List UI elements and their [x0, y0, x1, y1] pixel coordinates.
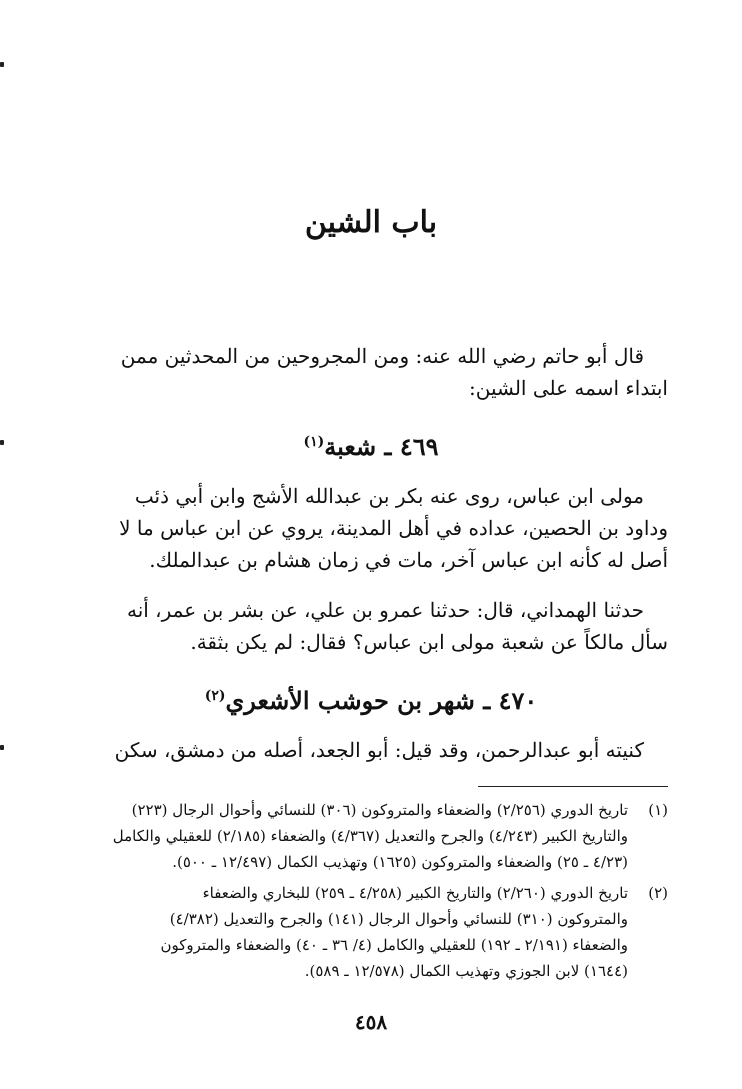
- footnote-ref-2: (٢): [204, 688, 226, 704]
- footnote-line: تاريخ الدوري (٢/٢٦٠) والتاريخ الكبير (٤/٢٥٨ ـ ٢٥٩) للبخاري والضعفاء: [202, 884, 628, 902]
- margin-mark: [0, 745, 4, 750]
- footnote-1: [74, 797, 668, 875]
- footnote-line: تاريخ الدوري (٢/٢٥٦) والضعفاء والمتروكون (٣٠٦) للنسائي وأحوال الرجال (٢٢٣): [131, 801, 628, 819]
- chapter-title: باب الشين: [304, 205, 438, 240]
- text-line: سأل مالكاً عن شعبة مولى ابن عباس؟ فقال: لم يكن بثقة.: [190, 630, 668, 654]
- entry-470-title: ٤٧٠ ـ شهر بن حوشب الأشعري: [225, 686, 538, 715]
- entry-470-paragraph-1: [74, 734, 668, 766]
- entry-469-title: ٤٦٩ ـ شعبة: [324, 432, 439, 461]
- margin-mark: [0, 62, 4, 67]
- entry-469-heading: [0, 432, 742, 461]
- entry-469-paragraph-2: [74, 594, 668, 658]
- footnote-line: (٤/٢٣ ـ ٢٥) والضعفاء والمتروكون (١٦٢٥) وتهذيب الكمال (١٢/٤٩٧ ـ ٥٠٠).: [172, 853, 628, 871]
- footnote-number: (٢): [648, 884, 668, 902]
- text-line: أصل له كأنه ابن عباس آخر، مات في زمان هشام بن عبدالملك.: [149, 548, 668, 572]
- text-line: مولى ابن عباس، روى عنه بكر بن عبدالله الأشج وابن أبي ذئب: [134, 484, 644, 508]
- footnote-2: [74, 880, 668, 984]
- page-number: ٤٥٨: [354, 1010, 388, 1034]
- text-line: كنيته أبو عبدالرحمن، وقد قيل: أبو الجعد، أصله من دمشق، سكن: [114, 738, 644, 762]
- footnote-ref-1: (١): [303, 434, 325, 450]
- footnote-line: والضعفاء (٢/١٩١ ـ ١٩٢) للعقيلي والكامل (٤/ ٣٦ ـ ٤٠) والضعفاء والمتروكون: [160, 936, 628, 954]
- footnote-line: والتاريخ الكبير (٤/٢٤٣) والجرح والتعديل (٤/٣٦٧) والضعفاء (٢/١٨٥) للعقيلي والكامل: [112, 827, 628, 845]
- footnote-line: (١٦٤٤) لابن الجوزي وتهذيب الكمال (١٢/٥٧٨ ـ ٥٨٩).: [304, 962, 628, 980]
- entry-469-paragraph-1: [74, 480, 668, 576]
- entry-470-heading: [0, 686, 742, 715]
- footnote-line: والمتروكون (٣١٠) للنسائي وأحوال الرجال (١٤١) والجرح والتعديل (٤/٣٨٢): [169, 910, 628, 928]
- footnote-separator: [478, 786, 668, 787]
- text-line: حدثنا الهمداني، قال: حدثنا عمرو بن علي، عن بشر بن عمر، أنه: [126, 598, 644, 622]
- intro-paragraph: [74, 340, 668, 404]
- intro-line: قال أبو حاتم رضي الله عنه: ومن المجروحين من المحدثين ممن: [120, 344, 644, 368]
- intro-line: ابتداء اسمه على الشين:: [468, 376, 668, 400]
- text-line: وداود بن الحصين، عداده في أهل المدينة، يروي عن ابن عباس ما لا: [119, 516, 668, 540]
- footnote-number: (١): [648, 801, 668, 819]
